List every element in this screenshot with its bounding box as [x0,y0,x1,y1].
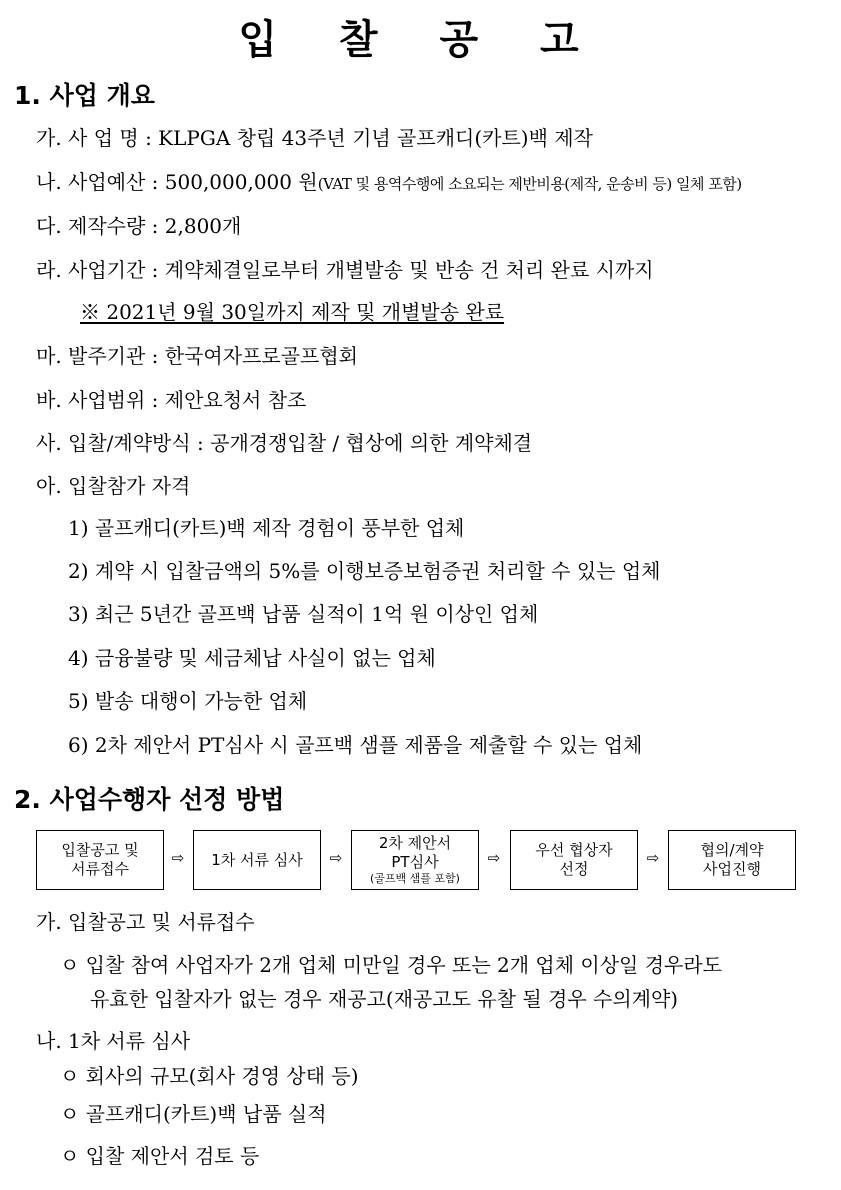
document-title: 입 찰 공 고 [238,17,603,63]
item-project-name: 가. 사 업 명 : KLPGA 창립 43주년 기념 골프캐디(카트)백 제작 [36,126,593,150]
subsection-b-bullet: ㅇ 골프캐디(카트)백 납품 실적 [60,1102,327,1126]
subsection-b-bullet: ㅇ 입찰 제안서 검토 등 [60,1144,260,1168]
flow-step-document-review [193,830,321,890]
flow-arrow-icon: ⇨ [646,849,660,867]
flow-arrow-icon: ⇨ [487,849,501,867]
flow-step-text: 서류접수 [71,860,129,878]
item-contract-method: 사. 입찰/계약방식 : 공개경쟁입찰 / 협상에 의한 계약체결 [36,431,533,455]
period-note: ※ 2021년 9월 30일까지 제작 및 개별발송 완료 [80,300,505,324]
flow-step-text: (골프백 샘플 포함) [370,872,460,885]
item-period: 라. 사업기간 : 계약체결일로부터 개별발송 및 반송 건 처리 완료 시까지 [36,258,654,282]
section-1-heading: 1. 사업 개요 [14,81,155,110]
item-agency: 마. 발주기관 : 한국여자프로골프협회 [36,344,358,368]
flow-arrow-icon: ⇨ [329,849,343,867]
flow-step-text: 사업진행 [703,860,761,878]
qualification-item: 2) 계약 시 입찰금액의 5%를 이행보증보험증권 처리할 수 있는 업체 [68,559,661,583]
qualification-item: 5) 발송 대행이 가능한 업체 [68,689,308,713]
flow-arrow-icon: ⇨ [171,849,185,867]
section-2-heading: 2. 사업수행자 선정 방법 [14,785,285,814]
item-quantity: 다. 제작수량 : 2,800개 [36,214,242,238]
flow-step-text: 선정 [559,860,589,878]
qualification-item: 3) 최근 5년간 골프백 납품 실적이 1억 원 이상인 업체 [68,602,539,626]
budget-main: 나. 사업예산 : 500,000,000 원 [36,170,318,194]
item-budget [36,168,742,198]
item-scope: 바. 사업범위 : 제안요청서 참조 [36,388,307,412]
subsection-b-bullet: ㅇ 회사의 규모(회사 경영 상태 등) [60,1064,359,1088]
qualification-item: 6) 2차 제안서 PT심사 시 골프백 샘플 제품을 제출할 수 있는 업체 [68,733,643,757]
flow-step-text: 협의/계약 [700,841,764,859]
subsection-a-bullet: ㅇ 입찰 참여 사업자가 2개 업체 미만일 경우 또는 2개 업체 이상일 경우라도 [60,953,723,977]
flow-step-bid-notice [36,830,164,890]
flow-step-contract [668,830,796,890]
subsection-b-heading: 나. 1차 서류 심사 [36,1029,191,1053]
flow-step-text: 2차 제안서 [378,834,452,852]
budget-note: (VAT 및 용역수행에 소요되는 제반비용(제작, 운송비 등) 일체 포함) [317,175,742,193]
qualification-item: 4) 금융불량 및 세금체납 사실이 없는 업체 [68,646,436,670]
flow-step-text: 우선 협상자 [535,841,613,859]
flow-step-text: 입찰공고 및 [61,841,139,859]
subsection-a-heading: 가. 입찰공고 및 서류접수 [36,910,255,934]
flow-step-text: 1차 서류 심사 [211,850,303,869]
selection-process-flow [36,830,798,892]
item-qualification-heading: 아. 입찰참가 자격 [36,474,191,498]
subsection-a-bullet-cont: 유효한 입찰자가 없는 경우 재공고(재공고도 유찰 될 경우 수의계약) [90,987,679,1011]
flow-step-text: PT심사 [391,853,439,871]
flow-step-pt-review [351,830,479,890]
flow-step-priority-negotiator [510,830,638,890]
qualification-item: 1) 골프캐디(카트)백 제작 경험이 풍부한 업체 [68,516,465,540]
